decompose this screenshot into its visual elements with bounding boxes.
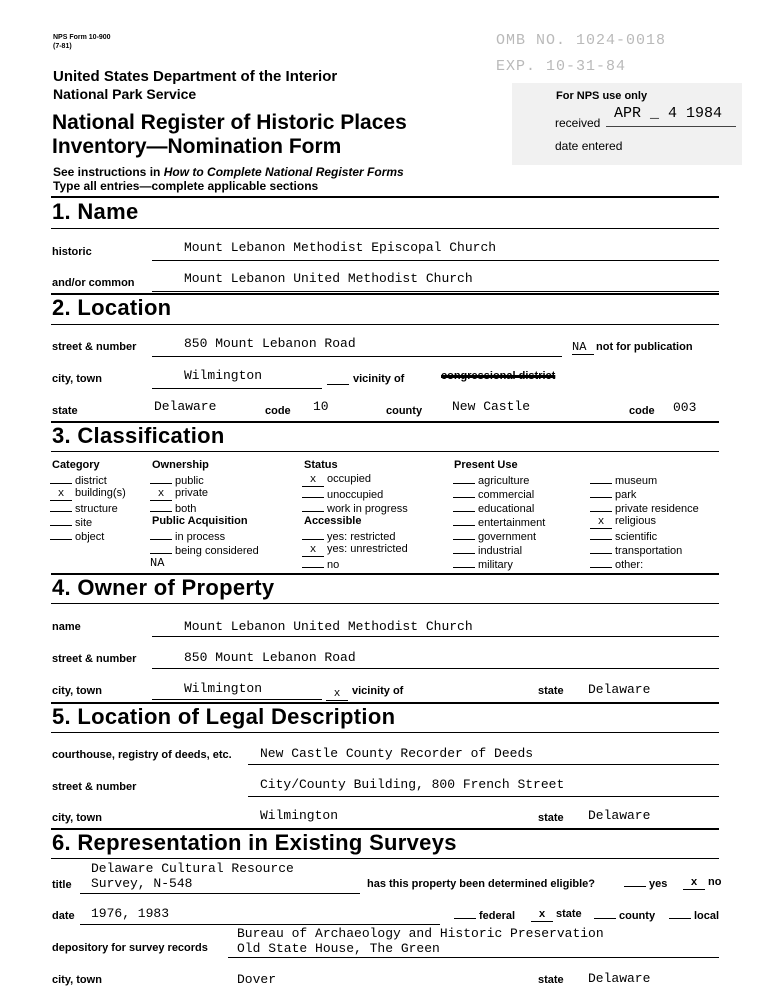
eligible-yes[interactable]: yes [624, 876, 667, 890]
survey-date-value[interactable]: 1976, 1983 [91, 906, 170, 921]
common-value[interactable]: Mount Lebanon United Methodist Church [184, 271, 473, 286]
survey-title-line [80, 893, 360, 894]
instructions-italic: How to Complete National Register Forms [163, 165, 404, 179]
use-transportation[interactable]: transportation [590, 543, 682, 557]
city-label: city, town [52, 373, 102, 385]
use-government[interactable]: government [453, 529, 536, 543]
omb-stamp-2: EXP. 10-31-84 [496, 58, 627, 75]
use-military[interactable]: military [453, 557, 513, 571]
courthouse-label: courthouse, registry of deeds, etc. [52, 749, 232, 761]
nps-use-only-label: For NPS use only [556, 90, 648, 102]
legal-state-value[interactable]: Delaware [588, 808, 651, 823]
category-district[interactable]: district [50, 473, 107, 487]
state-label: state [52, 405, 78, 417]
common-label: and/or common [52, 277, 135, 289]
survey-title-line2[interactable]: Survey, N-548 [91, 876, 193, 891]
form-title-line2: Inventory—Nomination Form [52, 135, 342, 158]
acquisition-being-considered[interactable]: being considered [150, 543, 259, 557]
survey-county[interactable]: county [594, 908, 655, 922]
section5-heading-rule [51, 732, 719, 733]
survey-title-line1[interactable]: Delaware Cultural Resource [91, 861, 294, 876]
vicinity-label: vicinity of [353, 373, 405, 385]
street-value[interactable]: 850 Mount Lebanon Road [184, 336, 356, 351]
historic-label: historic [52, 246, 92, 258]
depository-label: depository for survey records [52, 942, 208, 954]
legal-state-label: state [538, 812, 564, 824]
historic-value[interactable]: Mount Lebanon Methodist Episcopal Church [184, 240, 497, 255]
code2-label: code [629, 405, 655, 417]
owner-street-label: street & number [52, 653, 137, 665]
survey-city-value[interactable]: Dover [237, 972, 277, 987]
code2-value[interactable]: 003 [673, 400, 697, 415]
legal-city-value[interactable]: Wilmington [260, 808, 339, 823]
historic-line [152, 260, 719, 261]
status-head: Status [304, 459, 338, 471]
ownership-public[interactable]: public [150, 473, 204, 487]
owner-city-value[interactable]: Wilmington [184, 681, 263, 696]
ownership-private[interactable]: x private [150, 487, 208, 501]
use-museum[interactable]: museum [590, 473, 657, 487]
county-value[interactable]: New Castle [452, 399, 531, 414]
owner-name-line [152, 636, 719, 637]
instructions-line2: Type all entries—complete applicable sections [53, 179, 319, 193]
category-structure[interactable]: structure [50, 501, 118, 515]
owner-vicinity-label: vicinity of [352, 685, 404, 697]
use-industrial[interactable]: industrial [453, 543, 522, 557]
city-line [152, 388, 322, 389]
present-use-head: Present Use [454, 459, 518, 471]
survey-date-label: date [52, 910, 75, 922]
state-value[interactable]: Delaware [154, 399, 217, 414]
agency-name: National Park Service [53, 86, 197, 102]
congressional-label: congressional district [441, 370, 556, 382]
owner-street-value[interactable]: 850 Mount Lebanon Road [184, 650, 356, 665]
section1-top-rule [51, 196, 719, 198]
city-value[interactable]: Wilmington [184, 368, 263, 383]
use-other[interactable]: other: [590, 557, 643, 571]
form-date: (7-81) [53, 43, 72, 50]
legal-street-value[interactable]: City/County Building, 800 French Street [260, 777, 565, 792]
owner-state-value[interactable]: Delaware [588, 682, 651, 697]
use-scientific[interactable]: scientific [590, 529, 657, 543]
legal-city-label: city, town [52, 812, 102, 824]
accessible-unrestricted[interactable]: x yes: unrestricted [302, 543, 408, 557]
owner-name-label: name [52, 621, 81, 633]
acquisition-note: NA [150, 556, 165, 570]
eligible-no[interactable]: x no [683, 876, 721, 890]
category-object[interactable]: object [50, 529, 104, 543]
owner-city-label: city, town [52, 685, 102, 697]
instructions-prefix: See instructions in [53, 165, 164, 179]
acquisition-in-process[interactable]: in process [150, 529, 225, 543]
status-work-in-progress[interactable]: work in progress [302, 501, 408, 515]
survey-federal[interactable]: federal [454, 908, 515, 922]
ownership-both[interactable]: both [150, 501, 196, 515]
status-occupied[interactable]: x occupied [302, 473, 371, 487]
owner-city-line [152, 699, 322, 700]
section3-heading: 3. Classification [52, 423, 225, 448]
received-stamp-value: APR _ 4 1984 [614, 105, 723, 122]
section2-heading: 2. Location [52, 295, 172, 320]
accessible-restricted[interactable]: yes: restricted [302, 529, 395, 543]
survey-state-value[interactable]: Delaware [588, 971, 651, 986]
received-label: received [555, 116, 601, 130]
date-entered-label: date entered [555, 139, 623, 153]
section1-heading: 1. Name [52, 199, 139, 224]
county-label: county [386, 405, 423, 417]
section2-heading-rule [51, 324, 719, 325]
depository-line [228, 957, 719, 958]
survey-title-label: title [52, 879, 72, 891]
owner-name-value[interactable]: Mount Lebanon United Methodist Church [184, 619, 473, 634]
code-label: code [265, 405, 291, 417]
depository-line1[interactable]: Bureau of Archaeology and Historic Preservation [237, 926, 604, 941]
survey-state[interactable]: x state [531, 908, 582, 922]
use-park[interactable]: park [590, 487, 636, 501]
owner-vicinity-checkbox[interactable]: x [326, 683, 351, 701]
use-entertainment[interactable]: entertainment [453, 515, 545, 529]
status-unoccupied[interactable]: unoccupied [302, 487, 383, 501]
section6-heading: 6. Representation in Existing Surveys [52, 830, 457, 855]
category-head: Category [52, 459, 100, 471]
form-title-line1: National Register of Historic Places [52, 111, 407, 134]
survey-local[interactable]: local [669, 908, 719, 922]
vicinity-checkbox[interactable] [327, 372, 349, 385]
category-buildings[interactable]: x building(s) [50, 487, 126, 501]
survey-date-line [80, 924, 440, 925]
department-name: United States Department of the Interior [53, 68, 338, 85]
legal-street-label: street & number [52, 781, 137, 793]
form-number: NPS Form 10-900 [53, 34, 111, 41]
depository-line2[interactable]: Old State House, The Green [237, 941, 440, 956]
street-label: street & number [52, 341, 137, 353]
street-line [152, 356, 562, 357]
section4-heading: 4. Owner of Property [52, 575, 275, 600]
section5-heading: 5. Location of Legal Description [52, 704, 396, 729]
courthouse-value[interactable]: New Castle County Recorder of Deeds [260, 746, 534, 761]
not-pub-mark[interactable]: NA [572, 340, 594, 355]
owner-state-label: state [538, 685, 564, 697]
ownership-head: Ownership [152, 459, 209, 471]
use-private-residence[interactable]: private residence [590, 501, 699, 515]
survey-city-label: city, town [52, 974, 102, 986]
use-educational[interactable]: educational [453, 501, 534, 515]
instructions-line1 [53, 165, 404, 179]
courthouse-line [248, 764, 719, 765]
section6-heading-rule [51, 858, 719, 859]
use-religious[interactable]: x religious [590, 515, 656, 529]
common-line [152, 291, 719, 292]
omb-stamp-1: OMB NO. 1024-0018 [496, 32, 667, 49]
accessible-head: Accessible [304, 515, 362, 527]
owner-street-line [152, 668, 719, 669]
use-agriculture[interactable]: agriculture [453, 473, 529, 487]
section4-heading-rule [51, 603, 719, 604]
not-pub-label: not for publication [596, 341, 693, 353]
legal-street-line [248, 796, 719, 797]
survey-state-label: state [538, 974, 564, 986]
section1-heading-rule [51, 228, 719, 229]
code-value[interactable]: 10 [313, 399, 329, 414]
category-site[interactable]: site [50, 515, 92, 529]
acquisition-head: Public Acquisition [152, 515, 248, 527]
section3-heading-rule [51, 451, 719, 452]
accessible-no[interactable]: no [302, 557, 339, 571]
eligible-question: has this property been determined eligible? [367, 878, 595, 890]
use-commercial[interactable]: commercial [453, 487, 534, 501]
